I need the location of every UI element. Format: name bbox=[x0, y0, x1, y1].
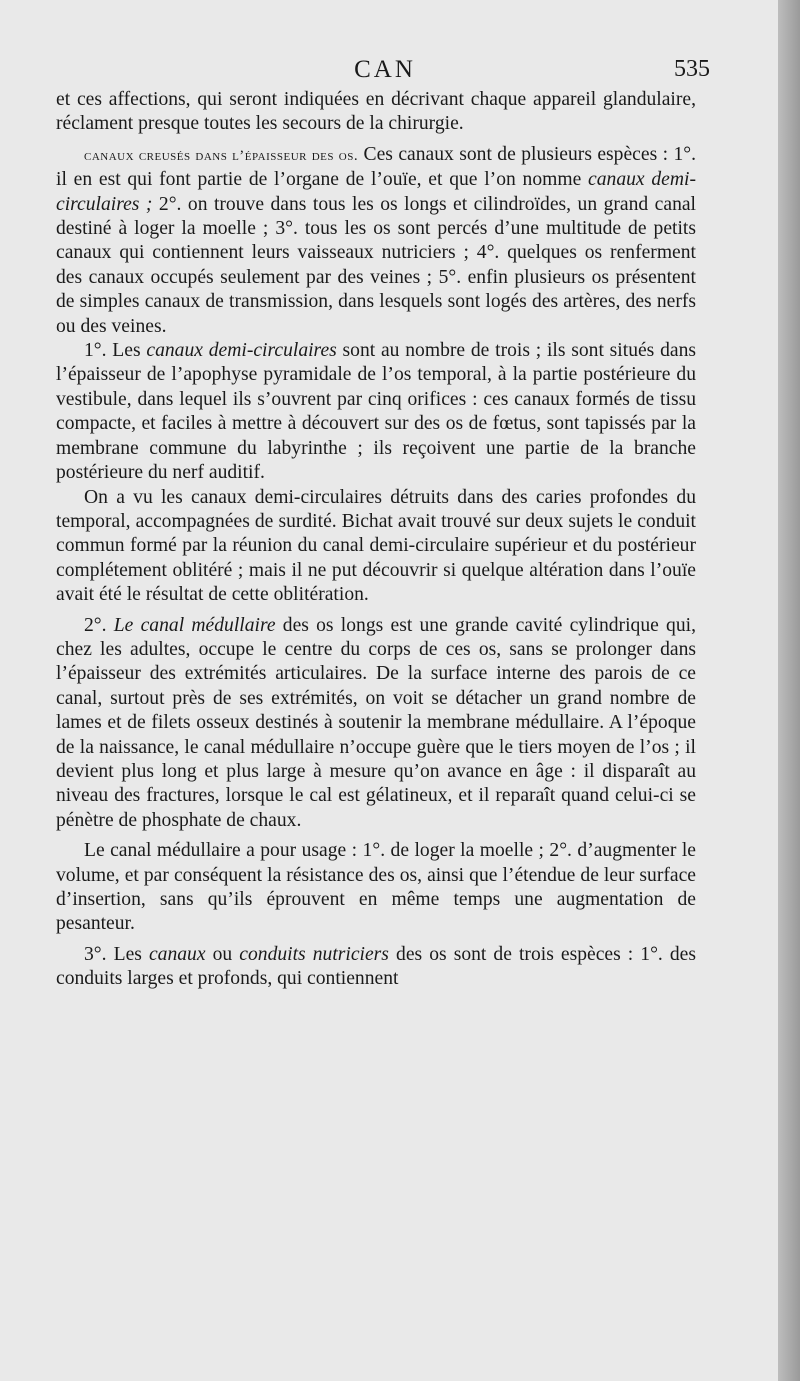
text-run: 1°. Les bbox=[84, 340, 147, 362]
paragraph-canal-medullaire bbox=[56, 614, 696, 834]
italic-term: canaux bbox=[148, 943, 206, 965]
paragraph-nutriciers bbox=[56, 943, 696, 992]
text-run: ou bbox=[205, 943, 240, 965]
text-run: et ces affections, qui seront indiquées en décrivant chaque appareil glandulaire, réclament presque toutes les secours de la chirurgie. bbox=[56, 89, 696, 135]
paragraph-usage bbox=[56, 839, 696, 937]
paragraph-caries bbox=[56, 486, 696, 608]
text-run: 2°. bbox=[84, 614, 114, 636]
paragraph-continuation bbox=[56, 88, 696, 137]
page-number: 535 bbox=[674, 56, 710, 82]
text-run: Ces canaux sont de plusieurs espèces : 1°. il en est qui font partie de l’organe de l’ouïe, et que l’on nomme bbox=[56, 143, 696, 191]
italic-term: conduits nutriciers bbox=[239, 943, 389, 965]
page-edge-shadow bbox=[778, 0, 800, 1381]
body-text bbox=[56, 88, 696, 992]
text-run: sont au nombre de trois ; ils sont situés dans l’épaisseur de l’apophyse pyramidale de l’os temporal, à la partie postérieure du vestibule, dans lequel ils s’ouvrent par cinq orifices : ces canaux formés de tissu compacte, et faciles à mettre à découvert sur des os de fœtus, sont tapissés par la membrane commune du labyrinthe ; ils reçoivent une partie de la branche postérieure du nerf auditif. bbox=[56, 340, 696, 484]
italic-term: canaux demi-circulaires ; bbox=[56, 169, 696, 215]
text-run: On a vu les canaux demi-circulaires détruits dans des caries profondes du temporal, accompagnées de surdité. Bichat avait trouvé sur deux sujets le conduit commun formé par la réunion du canal demi-circulaire supérieur et du postérieur complétement oblitéré ; mais il ne put découvrir si quelque altération dans l’ouïe avait été le résultat de cette oblitération. bbox=[56, 486, 696, 606]
text-run: des os longs est une grande cavité cylindrique qui, chez les adultes, occupe le centre du corps de ces os, sans se prolonger dans l’épaisseur des extrémités articulaires. De la surface interne des parois de ce canal, surtout près de ses extrémités, on voit se détacher un grand nombre de lames et de filets osseux destinés à soutenir la membrane médullaire. A l’époque de la naissance, le canal médullaire n’occupe guère que le tiers moyen de l’os ; il devient plus long et plus large à mesure qu’on avance en âge : il disparaît au niveau des fractures, lorsque le cal est gélatineux, et il reparaît quand celui-ci se pénètre de phosphate de chaux. bbox=[56, 614, 696, 831]
text-run: 2°. on trouve dans tous les os longs et cilindroïdes, un grand canal destiné à loger la moelle ; 3°. tous les os sont percés d’une multitude de petits canaux qui contiennent leurs vaisseaux nutriciers ; 4°. quelques os renferment des canaux occupés seulement par des veines ; 5°. enfin plusieurs os présentent de simples canaux de transmission, dans lesquels sont logés des artères, des nerfs ou des veines. bbox=[56, 193, 697, 337]
text-run: Le canal médullaire a pour usage : 1°. de loger la moelle ; 2°. d’augmenter le volume, et par conséquent la résistance des os, ainsi que l’étendue de leur surface d’insertion, sans qu’ils éprouvent en même temps une augmentation de pesanteur. bbox=[56, 840, 696, 935]
paragraph-canaux-os bbox=[56, 143, 696, 339]
page-header bbox=[60, 56, 710, 86]
paragraph-demi-circulaires bbox=[56, 339, 696, 485]
italic-term: canaux demi-circulaires bbox=[146, 340, 337, 362]
italic-term: Le canal médullaire bbox=[113, 614, 276, 636]
text-run: 3°. Les bbox=[84, 943, 149, 965]
section-heading: canaux creusés dans l’épaisseur des os. bbox=[84, 147, 359, 164]
text-run: des os sont de trois espèces : 1°. des conduits larges et profonds, qui contiennent bbox=[56, 943, 697, 990]
running-head: CAN bbox=[354, 56, 416, 83]
